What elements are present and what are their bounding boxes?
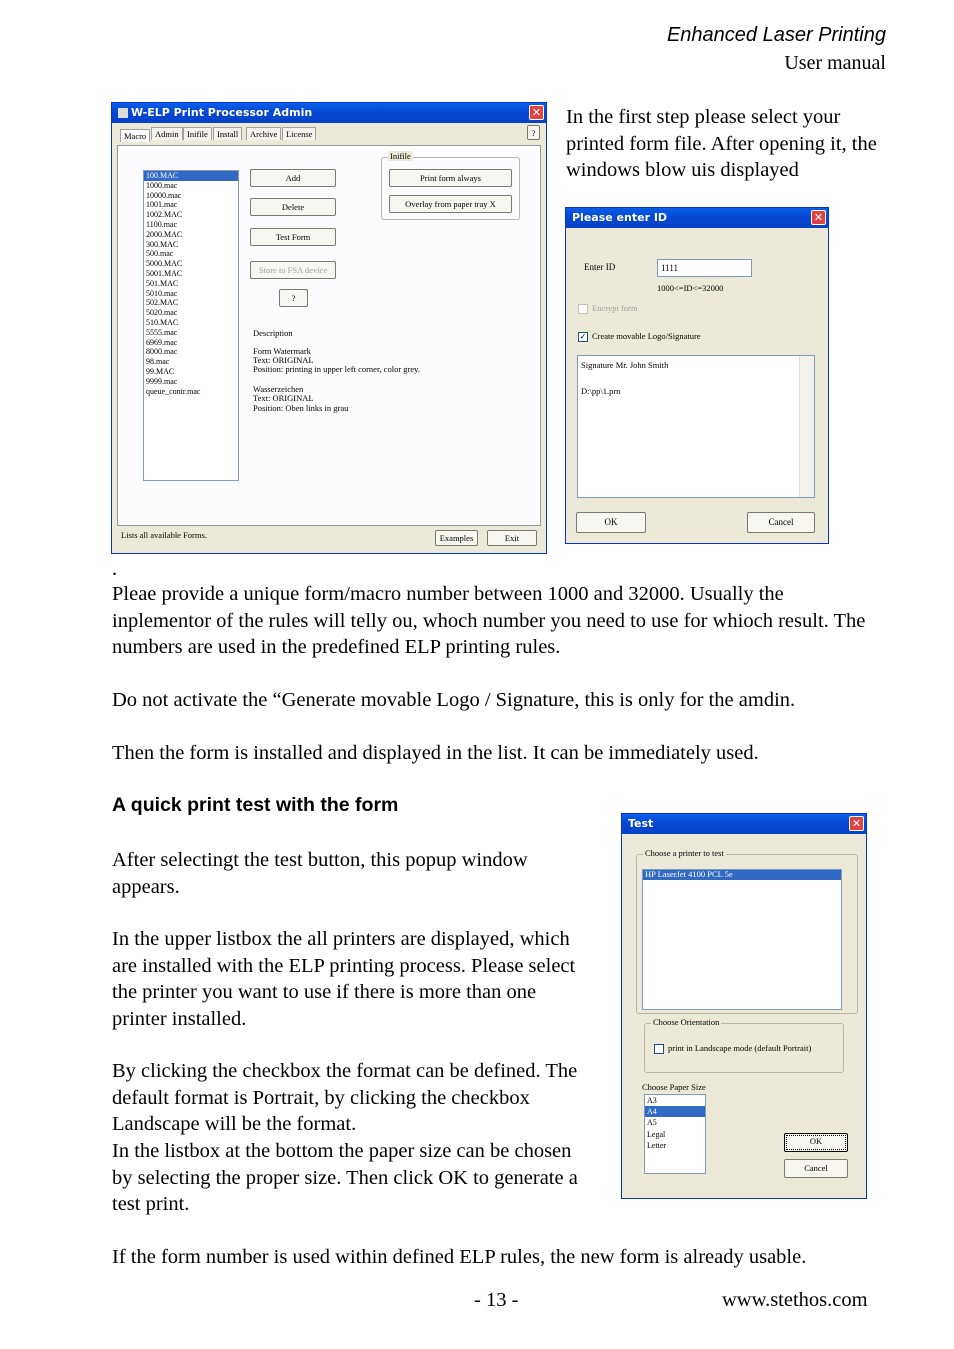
- id-range-hint: 1000<=ID<=32000: [657, 283, 724, 293]
- macro-list-item[interactable]: 510.MAC: [146, 317, 179, 327]
- macro-list-item[interactable]: 6969.mac: [146, 337, 178, 347]
- printer-list-item[interactable]: HP LaserJet 4100 PCL 5e: [643, 870, 841, 880]
- test-form-button[interactable]: Test Form: [250, 228, 336, 246]
- ok-button[interactable]: OK: [576, 512, 646, 533]
- macro-list-item[interactable]: 5010.mac: [146, 288, 178, 298]
- tab-archive[interactable]: Archive: [246, 127, 281, 140]
- macro-list-item[interactable]: 5555.mac: [146, 327, 178, 337]
- paper-list-item[interactable]: Legal: [647, 1129, 666, 1139]
- paragraph-8: If the form number is used within defined ELP rules, the new form is already usable.: [112, 1246, 807, 1268]
- paper-size-list[interactable]: [644, 1094, 706, 1174]
- help-button[interactable]: ?: [527, 125, 540, 140]
- macro-list-item[interactable]: 98.mac: [146, 357, 170, 367]
- paragraph-4: After selectingt the test button, this popup window appears.: [112, 849, 528, 898]
- macro-list-item[interactable]: queue_contr.mac: [146, 386, 201, 396]
- landscape-label: print in Landscape mode (default Portrait): [668, 1043, 812, 1053]
- delete-button[interactable]: Delete: [250, 198, 336, 216]
- macro-list-item[interactable]: 5001.MAC: [146, 268, 183, 278]
- exit-button[interactable]: Exit: [487, 530, 537, 546]
- status-text: Lists all available Forms.: [121, 530, 207, 540]
- macro-list-item[interactable]: 100.MAC: [144, 171, 238, 181]
- desc-de-line-1: Wasserzeichen: [253, 384, 304, 394]
- landscape-checkbox-row[interactable]: [654, 1043, 811, 1054]
- dot-marker: .: [112, 558, 118, 580]
- signature-memo[interactable]: [577, 355, 815, 498]
- id-input[interactable]: 1111: [657, 259, 752, 277]
- macro-list-item[interactable]: 502.MAC: [146, 298, 179, 308]
- macro-list-item[interactable]: 1100.mac: [146, 219, 178, 229]
- paper-size-label: Choose Paper Size: [642, 1082, 706, 1092]
- page-number: - 13 -: [474, 1289, 519, 1311]
- desc-line-2: Text: ORIGINAL: [253, 355, 314, 365]
- examples-button[interactable]: Examples: [435, 530, 478, 546]
- print-form-always-button[interactable]: Print form always: [389, 169, 512, 187]
- paper-list-item[interactable]: A5: [647, 1118, 657, 1128]
- macro-list-item[interactable]: 2000.MAC: [146, 229, 183, 239]
- encrypt-label: Encrypt form: [592, 303, 638, 313]
- section-heading: A quick print test with the form: [112, 794, 399, 816]
- app-icon: [118, 108, 128, 118]
- memo-scrollbar[interactable]: [799, 356, 814, 497]
- macro-list-item[interactable]: 1002.MAC: [146, 210, 183, 220]
- macro-list-item[interactable]: 99.MAC: [146, 366, 175, 376]
- id-titlebar: [566, 208, 828, 228]
- tab-install[interactable]: Install: [213, 127, 242, 140]
- macro-list-item[interactable]: 8000.mac: [146, 347, 178, 357]
- enter-id-label: Enter ID: [584, 262, 616, 272]
- desc-line-1: Form Watermark: [253, 346, 311, 356]
- close-icon[interactable]: ✕: [849, 816, 864, 831]
- landscape-checkbox[interactable]: [654, 1044, 664, 1054]
- admin-title: W-ELP Print Processor Admin: [131, 106, 313, 119]
- test-cancel-button[interactable]: Cancel: [784, 1159, 848, 1178]
- paper-list-item[interactable]: Letter: [647, 1140, 667, 1150]
- id-title: Please enter ID: [572, 211, 668, 224]
- close-icon[interactable]: ✕: [811, 210, 826, 225]
- create-logo-checkbox-row[interactable]: [578, 331, 701, 342]
- test-ok-button[interactable]: OK: [784, 1133, 848, 1152]
- desc-de-line-2: Text: ORIGINAL: [253, 393, 314, 403]
- tab-inifile[interactable]: Inifile: [183, 127, 212, 140]
- create-logo-checkbox[interactable]: ✓: [579, 332, 587, 342]
- description-label: Description: [253, 328, 293, 338]
- memo-line-2: D:\pp\1.prn: [581, 386, 621, 396]
- add-button[interactable]: Add: [250, 169, 336, 187]
- create-logo-label: Create movable Logo/Signature: [592, 331, 701, 341]
- paragraph-7: In the listbox at the bottom the paper size can be chosen by selecting the proper size. Then click OK to generate a test print.: [112, 1140, 578, 1215]
- macro-list-item[interactable]: 10000.mac: [146, 190, 182, 200]
- website: www.stethos.com: [722, 1289, 868, 1311]
- orientation-group-label: Choose Orientation: [653, 1017, 720, 1027]
- macro-list[interactable]: [143, 170, 239, 481]
- macro-list-item[interactable]: 5000.MAC: [146, 259, 183, 269]
- inifile-group-label: Inifile: [390, 151, 411, 161]
- question-button[interactable]: ?: [279, 289, 308, 307]
- test-title: Test: [628, 817, 654, 830]
- overlay-button[interactable]: Overlay from paper tray X: [389, 195, 512, 213]
- test-titlebar: [622, 814, 866, 834]
- paragraph-3: Then the form is installed and displayed in the list. It can be immediately used.: [112, 742, 759, 764]
- paper-list-item[interactable]: A3: [647, 1096, 657, 1105]
- macro-list-item[interactable]: 5020.mac: [146, 308, 178, 318]
- paragraph-6: By clicking the checkbox the format can be defined. The default format is Portrait, by clicking the checkbox Landscape will be the format.: [112, 1060, 578, 1135]
- encrypt-checkbox[interactable]: [578, 304, 588, 314]
- memo-line-1: Signature Mr. John Smith: [581, 360, 669, 370]
- macro-list-item[interactable]: 300.MAC: [146, 239, 179, 249]
- desc-de-line-3: Position: Oben links in grau: [253, 403, 349, 413]
- paragraph-2: Do not activate the “Generate movable Logo / Signature, this is only for the amdin.: [112, 689, 796, 711]
- encrypt-checkbox-row[interactable]: [578, 303, 638, 314]
- intro-text: In the first step please select your printed form file. After opening it, the windows blow uis displayed: [566, 106, 877, 181]
- tab-macro[interactable]: Macro: [120, 129, 150, 142]
- macro-list-item[interactable]: 1001.mac: [146, 200, 178, 210]
- paragraph-5: In the upper listbox the all printers are displayed, which are installed with the ELP printing process. Please select the printer you want to use if there is more than one printer installed.: [112, 928, 576, 1030]
- macro-list-item[interactable]: 9999.mac: [146, 376, 178, 386]
- macro-list-item[interactable]: 501.MAC: [146, 278, 179, 288]
- paper-list-item[interactable]: A4: [645, 1106, 705, 1117]
- macro-list-item[interactable]: 500.mac: [146, 249, 174, 259]
- header-title: Enhanced Laser Printing: [666, 24, 886, 46]
- store-fsa-button[interactable]: Store to FSA device: [250, 261, 336, 279]
- header-subtitle: User manual: [784, 52, 886, 74]
- close-icon[interactable]: ✕: [529, 105, 544, 120]
- tab-admin[interactable]: Admin: [151, 127, 183, 140]
- tab-license[interactable]: License: [282, 127, 316, 140]
- printer-list[interactable]: [642, 869, 842, 1010]
- cancel-button[interactable]: Cancel: [747, 512, 815, 533]
- paragraph-1: Pleae provide a unique form/macro number between 1000 and 32000. Usually the inplementor of the rules will telly ou, whoch number you need to use for whioch result. The numbers are used in the predefined ELP printing rules.: [112, 583, 866, 658]
- admin-titlebar: [112, 103, 546, 123]
- printer-group-label: Choose a printer to test: [645, 848, 724, 858]
- desc-line-3: Position: printing in upper left corner, color grey.: [253, 364, 420, 374]
- macro-list-item[interactable]: 1000.mac: [146, 180, 178, 190]
